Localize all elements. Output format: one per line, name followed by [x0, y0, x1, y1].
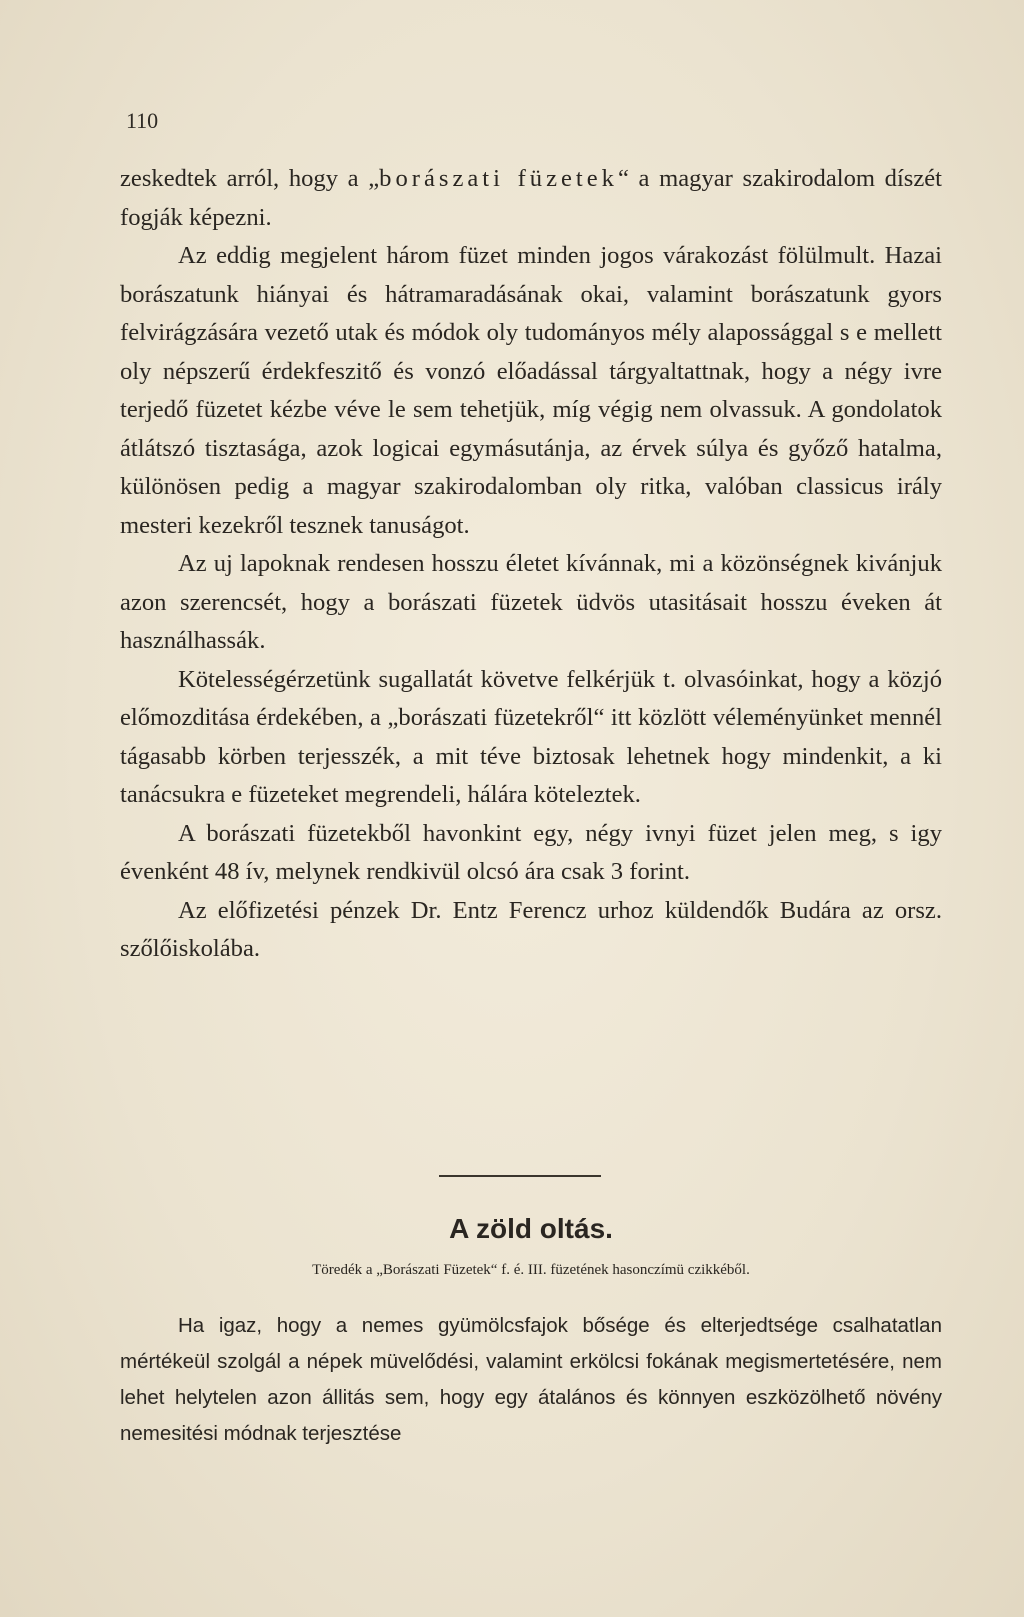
section-title: A zöld oltás.: [449, 1213, 613, 1244]
article-paragraph-1: Ha igaz, hogy a nemes gyümölcsfajok bősége és elterjedtsége csalhatatlan mértékeül szolgál a népek müvelődési, valamint erkölcsi fokának megismertetésére, nem lehet helytelen azon állitás sem, hogy egy átalános és könnyen eszközölhető növény nemesitési módnak terjesztése: [120, 1314, 942, 1445]
paragraph-6: Az előfizetési pénzek Dr. Entz Ferencz urhoz küldendők Budára az orsz. szőlőiskolába.: [120, 896, 942, 962]
paragraph-4: Kötelességérzetünk sugallatát követve felkérjük t. olvasóinkat, hogy a közjó előmozditása érdekében, a „borászati füzetekről“ itt közlött véleményünket mennél tágasabb körben terjesszék, a mit téve biztosak lehetnek hogy mindenkit, a ki tanácsukra e füzeteket megrendeli, hálára köteleztek.: [120, 665, 942, 808]
spaced-title: borászati füzetek: [379, 165, 618, 192]
paragraph-2: Az eddig megjelent három füzet minden jogos várakozást fölülmult. Hazai borászatunk hiányai és hátramaradásának okai, valamint borászatunk gyors felvirágzására vezető utak és módok oly tudományos mély alapossággal s e mellett oly népszerű érdekfeszitő és vonzó előadással tárgyaltattnak, hogy a négy ivre terjedő füzetet kézbe véve le sem tehetjük, míg végig nem olvassuk. A gondolatok átlátszó tisztasága, azok logicai egymásutánja, az érvek súlya és győző hatalma, különösen pedig a magyar szakirodalomban oly ritka, valóban classicus irály mesteri kezekről tesznek tanuságot.: [120, 242, 942, 539]
paragraph-5: A borászati füzetekből havonkint egy, négy ivnyi füzet jelen meg, s igy évenként 48 ív, melynek rendkivül olcsó ára csak 3 forint.: [120, 819, 942, 885]
article-text: [120, 1308, 942, 1452]
paragraph-1: [120, 160, 942, 237]
paragraph-1-end: “ a magyar szakirodalom díszét fogják képezni.: [120, 165, 943, 231]
section-divider: [439, 1175, 601, 1177]
section-subtitle: Töredék a „Borászati Füzetek“ f. é. III. füzetének hasonczímü czikkéből.: [312, 1262, 750, 1278]
page-number: 110: [126, 108, 159, 133]
body-text: [120, 160, 942, 969]
paragraph-1-start: zeskedtek arról, hogy a „: [120, 165, 380, 192]
paragraph-3: Az uj lapoknak rendesen hosszu életet kívánnak, mi a közönségnek kivánjuk azon szerencsét, hogy a borászati füzetek üdvös utasitásait hosszu éveken át használhassák.: [120, 550, 942, 654]
